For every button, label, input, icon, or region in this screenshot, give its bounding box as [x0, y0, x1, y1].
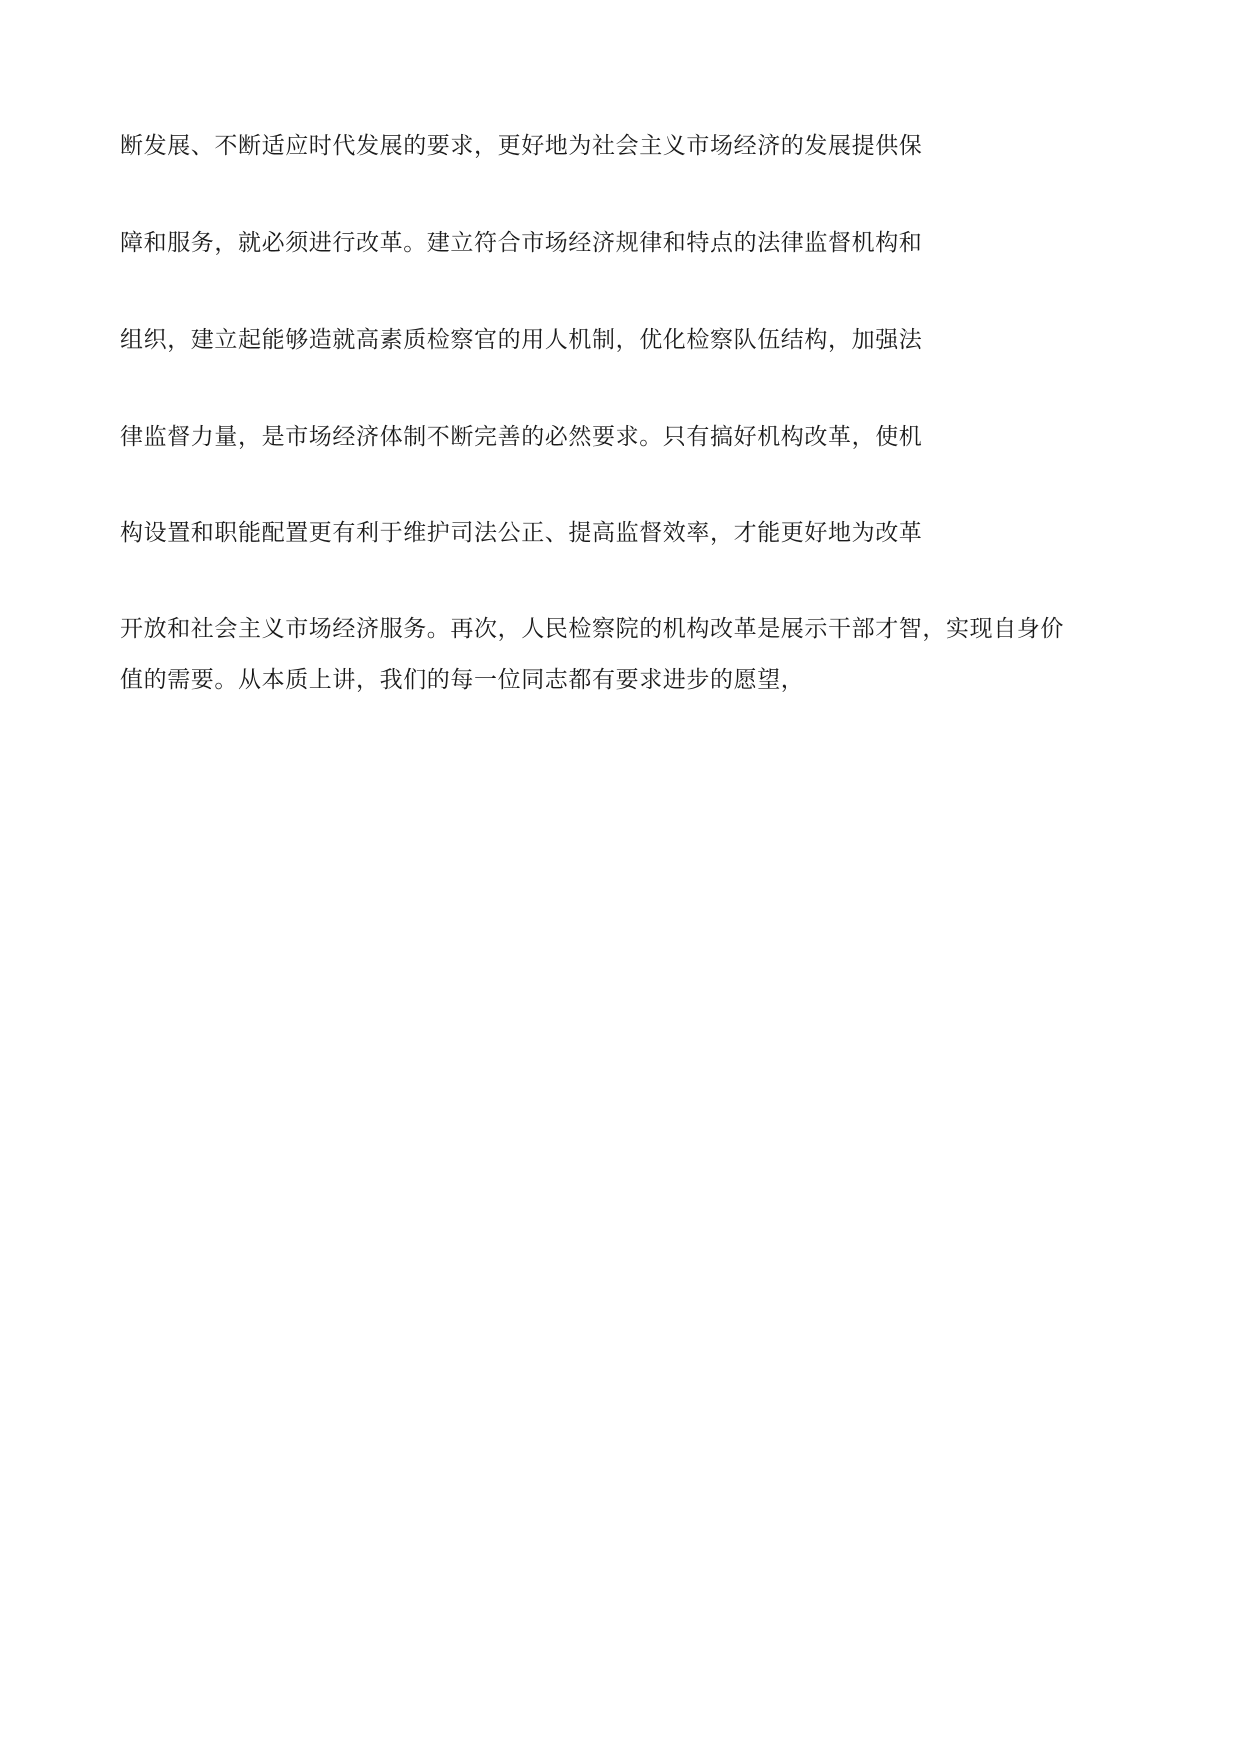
text-line-2: 障和服务，就必须进行改革。建立符合市场经济规律和特点的法律监督机构和: [120, 230, 923, 256]
text-line-1: 断发展、不断适应时代发展的要求，更好地为社会主义市场经济的发展提供保: [120, 133, 923, 159]
text-line-3: 组织，建立起能够造就高素质检察官的用人机制，优化检察队伍结构，加强法: [120, 327, 923, 353]
text-line-7: 值的需要。从本质上讲，我们的每一位同志都有要求进步的愿望，: [120, 667, 805, 693]
text-line-6: 开放和社会主义市场经济服务。再次，人民检察院的机构改革是展示干部才智，实现自身价: [120, 616, 1064, 642]
text-line-4: 律监督力量，是市场经济体制不断完善的必然要求。只有搞好机构改革，使机: [120, 424, 923, 450]
text-line-5: 构设置和职能配置更有利于维护司法公正、提高监督效率，才能更好地为改革: [120, 520, 923, 546]
